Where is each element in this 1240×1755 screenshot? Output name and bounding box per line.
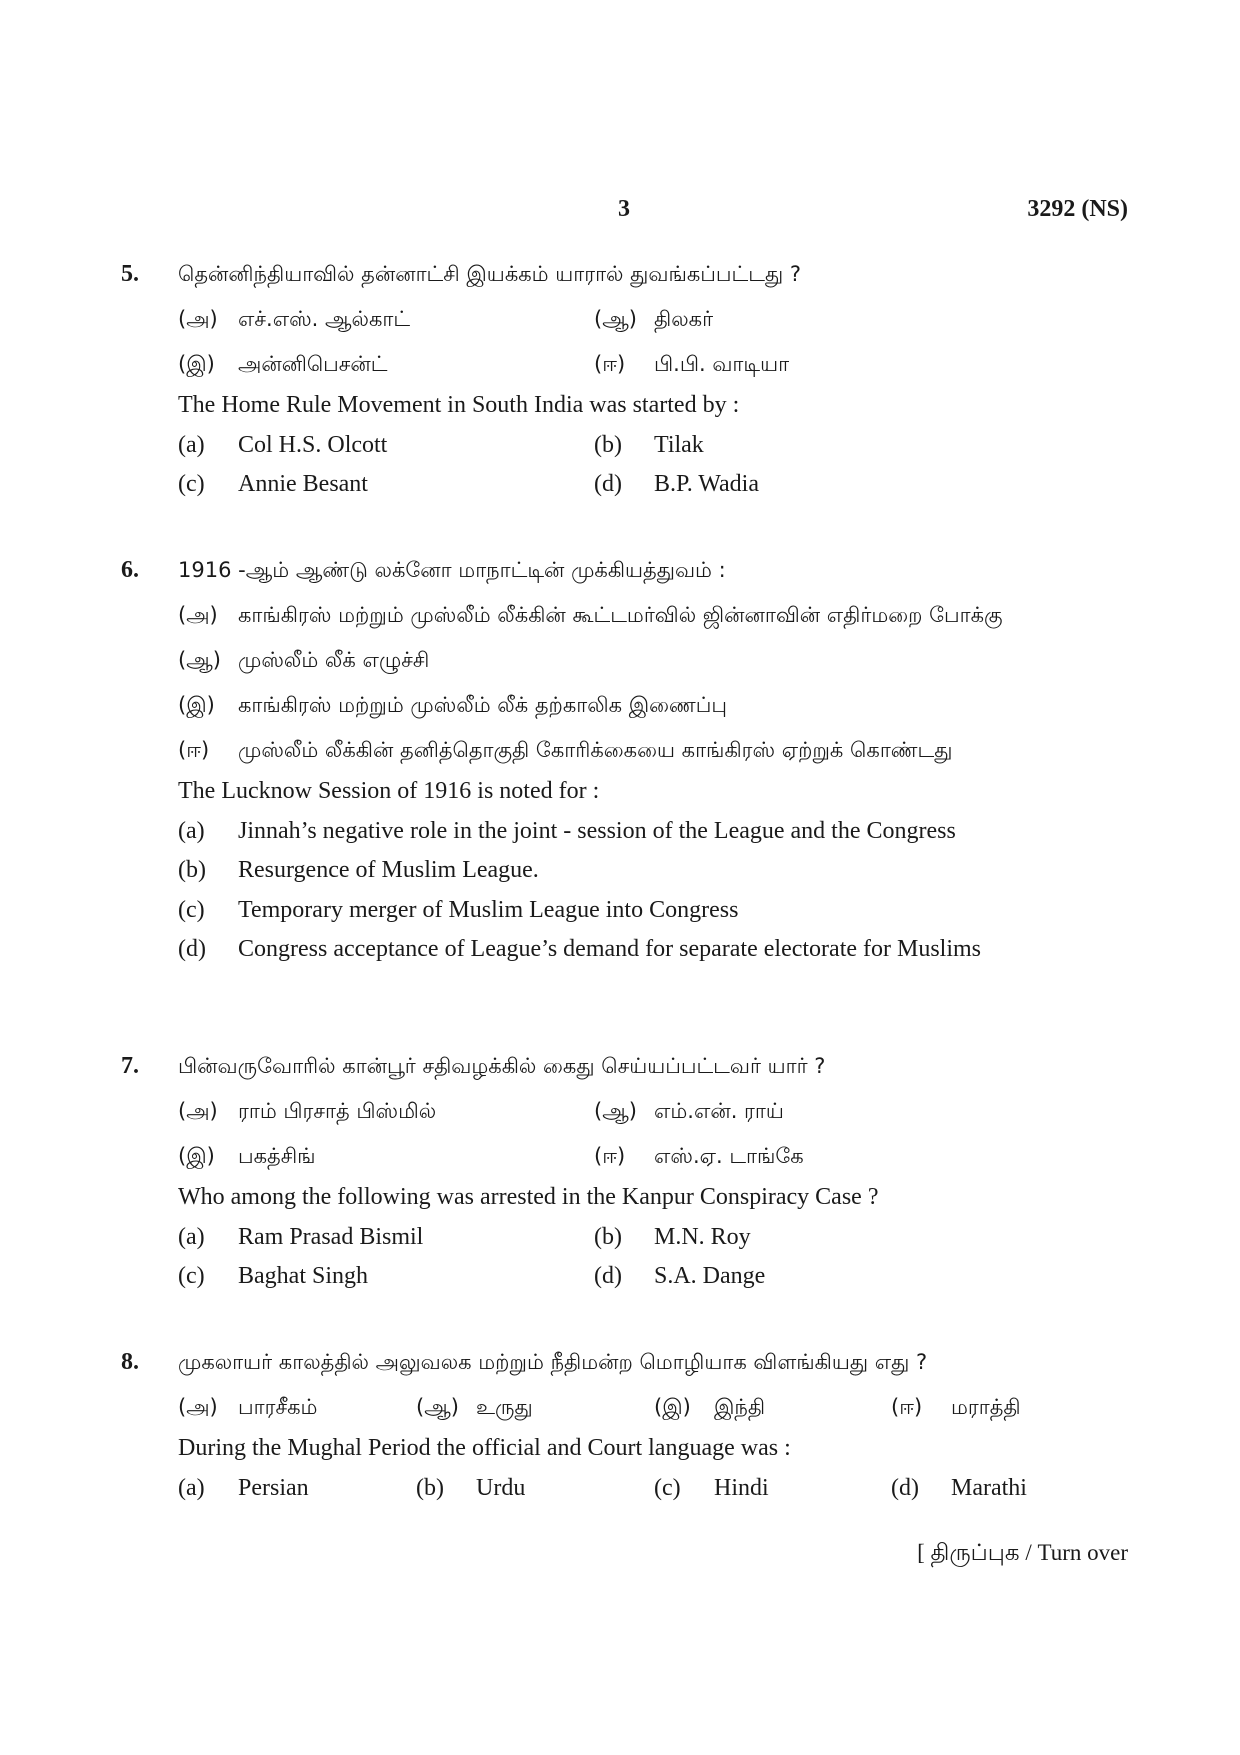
english-option-d	[178, 930, 1118, 970]
question-8	[121, 1344, 1121, 1508]
option-text: Ram Prasad Bismil	[238, 1223, 424, 1250]
question-number: 6.	[121, 557, 139, 583]
option-text: பகத்சிங்	[238, 1144, 316, 1168]
option-text: Persian	[238, 1474, 309, 1501]
english-option-c	[654, 1469, 891, 1509]
option-label: (இ)	[178, 1144, 215, 1168]
tamil-option-c	[654, 1389, 891, 1425]
option-label: (c)	[178, 471, 205, 497]
english-option-c	[178, 1257, 594, 1297]
question-text-tamil: 1916 -ஆம் ஆண்டு லக்னோ மாநாட்டின் முக்கியத்துவம் :	[178, 558, 726, 582]
option-text: Jinnah’s negative role in the joint - session of the League and the Congress	[238, 817, 956, 844]
english-option-d	[594, 465, 1118, 505]
tamil-option-d	[594, 1138, 1118, 1174]
option-label: (c)	[178, 896, 205, 923]
question-body	[178, 256, 1118, 505]
tamil-options-row	[178, 301, 1118, 337]
tamil-option-b	[178, 642, 1118, 678]
tamil-option-b	[594, 301, 1118, 337]
option-label: (அ)	[178, 1395, 218, 1419]
tamil-option-b	[416, 1389, 654, 1425]
question-number: 7.	[121, 1053, 139, 1079]
option-text: Congress acceptance of League’s demand for separate electorate for Muslims	[238, 936, 982, 962]
option-label: (இ)	[654, 1395, 691, 1419]
question-body	[178, 1048, 1118, 1297]
tamil-option-d	[594, 346, 1118, 382]
question-6	[121, 552, 1121, 970]
option-label: (b)	[416, 1474, 444, 1501]
tamil-options-row	[178, 687, 1118, 723]
tamil-option-a	[178, 597, 1118, 633]
question-text-english: The Lucknow Session of 1916 is noted for :	[178, 778, 600, 804]
option-text: பி.பி. வாடியா	[654, 352, 790, 376]
tamil-option-c	[178, 1138, 594, 1174]
english-options-row	[178, 1469, 1118, 1509]
option-text: Col H.S. Olcott	[238, 431, 388, 458]
option-label: (d)	[178, 936, 206, 962]
option-text: Urdu	[476, 1474, 526, 1501]
option-label: (அ)	[178, 307, 218, 331]
option-label: (ஈ)	[178, 738, 210, 762]
option-label: (ஆ)	[594, 307, 637, 331]
option-text: முஸ்லீம் லீக் எழுச்சி	[238, 648, 430, 672]
option-text: எம்.என். ராய்	[654, 1099, 784, 1123]
option-label: (b)	[178, 857, 206, 883]
question-number: 5.	[121, 261, 139, 287]
english-option-b	[416, 1469, 654, 1509]
option-label: (b)	[594, 431, 622, 458]
option-text: மராத்தி	[951, 1395, 1021, 1419]
option-text: திலகர்	[654, 307, 714, 331]
question-text-tamil: முகலாயர் காலத்தில் அலுவலக மற்றும் நீதிமன்ற மொழியாக விளங்கியது எது ?	[178, 1350, 928, 1374]
english-option-b	[594, 1218, 1118, 1258]
english-option-d	[891, 1469, 1118, 1509]
option-label: (ஆ)	[416, 1395, 459, 1419]
page-number: 3	[618, 196, 630, 222]
option-text: Resurgence of Muslim League.	[238, 857, 539, 883]
english-options-row	[178, 465, 1118, 505]
tamil-option-a	[178, 1389, 416, 1425]
question-text-english: Who among the following was arrested in the Kanpur Conspiracy Case ?	[178, 1184, 879, 1210]
tamil-option-a	[178, 301, 594, 337]
option-label: (இ)	[178, 693, 215, 717]
question-text-english: During the Mughal Period the official and Court language was :	[178, 1435, 791, 1461]
option-label: (ஆ)	[178, 648, 221, 672]
option-text: காங்கிரஸ் மற்றும் முஸ்லீம் லீக்கின் கூட்டமர்வில் ஜின்னாவின் எதிர்மறை போக்கு	[238, 603, 1003, 627]
option-text: உருது	[476, 1395, 533, 1419]
english-options-row	[178, 812, 1118, 852]
option-label: (a)	[178, 431, 205, 458]
tamil-option-c	[178, 687, 1118, 723]
option-text: பாரசீகம்	[238, 1395, 318, 1419]
option-text: அன்னிபெசன்ட்	[238, 352, 388, 376]
english-option-d	[594, 1257, 1118, 1297]
tamil-options-row	[178, 1389, 1118, 1425]
option-label: (இ)	[178, 352, 215, 376]
english-option-b	[594, 426, 1118, 466]
option-label: (அ)	[178, 1099, 218, 1123]
tamil-options-row	[178, 732, 1118, 768]
option-label: (a)	[178, 1223, 205, 1250]
option-text: Baghat Singh	[238, 1263, 368, 1289]
tamil-option-d	[178, 732, 1118, 768]
option-text: காங்கிரஸ் மற்றும் முஸ்லீம் லீக் தற்காலிக இணைப்பு	[238, 693, 728, 717]
option-label: (a)	[178, 1474, 205, 1501]
option-label: (d)	[594, 1263, 622, 1289]
english-option-c	[178, 891, 1118, 931]
english-option-b	[178, 851, 1118, 891]
option-text: Tilak	[654, 431, 704, 458]
option-text: இந்தி	[714, 1395, 766, 1419]
english-option-a	[178, 426, 594, 466]
option-text: Annie Besant	[238, 471, 368, 497]
english-option-a	[178, 812, 1118, 852]
english-options-row	[178, 426, 1118, 466]
option-label: (ஈ)	[594, 352, 626, 376]
question-5	[121, 256, 1121, 505]
question-body	[178, 552, 1118, 970]
turn-over-note: [ திருப்புக / Turn over	[917, 1540, 1128, 1565]
option-text: Hindi	[714, 1474, 769, 1501]
tamil-option-a	[178, 1093, 594, 1129]
english-options-row	[178, 1218, 1118, 1258]
option-text: B.P. Wadia	[654, 471, 759, 497]
option-label: (ஈ)	[891, 1395, 923, 1419]
english-options-row	[178, 930, 1118, 970]
question-7	[121, 1048, 1121, 1297]
tamil-options-row	[178, 346, 1118, 382]
english-options-row	[178, 1257, 1118, 1297]
question-number: 8.	[121, 1349, 139, 1375]
tamil-option-b	[594, 1093, 1118, 1129]
option-label: (ஈ)	[594, 1144, 626, 1168]
option-text: M.N. Roy	[654, 1223, 751, 1250]
option-label: (அ)	[178, 603, 218, 627]
option-text: Temporary merger of Muslim League into Congress	[238, 896, 739, 923]
option-text: Marathi	[951, 1474, 1027, 1501]
option-label: (b)	[594, 1223, 622, 1250]
english-options-row	[178, 891, 1118, 931]
tamil-options-row	[178, 1138, 1118, 1174]
tamil-options-row	[178, 1093, 1118, 1129]
option-label: (d)	[891, 1474, 919, 1501]
option-text: எஸ்.ஏ. டாங்கே	[654, 1144, 804, 1168]
question-text-english: The Home Rule Movement in South India was started by :	[178, 392, 740, 418]
english-option-a	[178, 1469, 416, 1509]
option-label: (d)	[594, 471, 622, 497]
tamil-option-c	[178, 346, 594, 382]
tamil-option-d	[891, 1389, 1118, 1425]
option-label: (a)	[178, 817, 205, 844]
english-options-row	[178, 851, 1118, 891]
tamil-options-row	[178, 642, 1118, 678]
option-label: (c)	[654, 1474, 681, 1501]
option-text: முஸ்லீம் லீக்கின் தனித்தொகுதி கோரிக்கையை காங்கிரஸ் ஏற்றுக் கொண்டது	[238, 738, 953, 762]
option-text: ராம் பிரசாத் பிஸ்மில்	[238, 1099, 437, 1123]
tamil-options-row	[178, 597, 1118, 633]
option-text: எச்.எஸ். ஆல்காட்	[238, 307, 411, 331]
english-option-c	[178, 465, 594, 505]
english-option-a	[178, 1218, 594, 1258]
question-body	[178, 1344, 1118, 1508]
question-text-tamil: பின்வருவோரில் கான்பூர் சதிவழக்கில் கைது செய்யப்பட்டவர் யார் ?	[178, 1054, 826, 1078]
option-text: S.A. Dange	[654, 1263, 766, 1289]
question-text-tamil: தென்னிந்தியாவில் தன்னாட்சி இயக்கம் யாரால் துவங்கப்பட்டது ?	[178, 262, 802, 286]
option-label: (ஆ)	[594, 1099, 637, 1123]
paper-code: 3292 (NS)	[1027, 196, 1128, 222]
option-label: (c)	[178, 1263, 205, 1289]
